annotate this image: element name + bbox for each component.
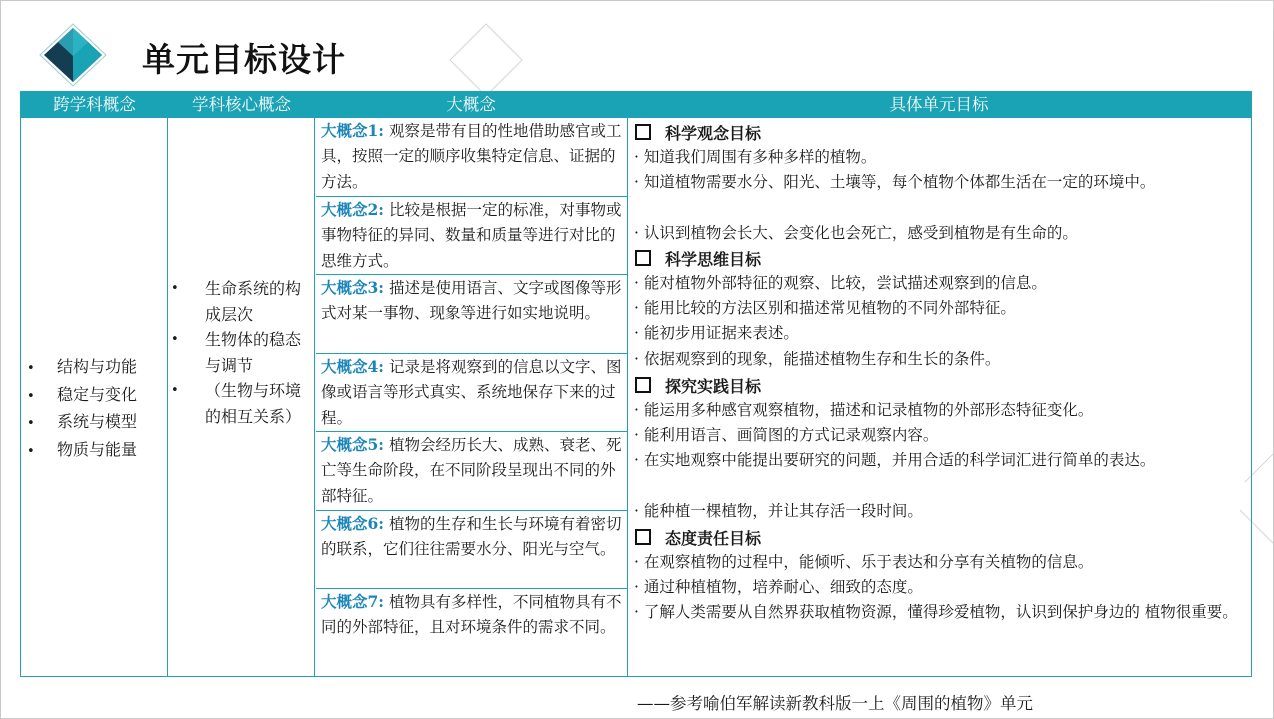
- objective-item: · 通过种植植物，培养耐心、细致的态度。: [634, 578, 923, 596]
- column-header-cross-concepts: 跨学科概念: [53, 95, 136, 114]
- big-ideas-column: [316, 118, 627, 676]
- list-item: • 生命系统的构成层次: [171, 279, 302, 324]
- objective-item: · 能用比较的方法区别和描述常见植物的不同外部特征。: [634, 299, 1016, 317]
- objective-item: · 了解人类需要从自然界获取植物资源，懂得珍爱植物，认识到保护身边的 植物很重要。: [634, 603, 1238, 621]
- big-idea-cell: 大概念5: 植物会经历长大、成熟、衰老、死亡等生命阶段，在不同阶段呈现出不同的外部特征。: [316, 431, 627, 510]
- column-divider: [627, 118, 628, 676]
- objective-section-title: 探究实践目标: [635, 374, 761, 397]
- big-idea-cell: 大概念6: 植物的生存和生长与环境有着密切的联系，它们往往需要水分、阳光与空气。: [316, 510, 627, 588]
- list-item: • （生物与环境的相互关系）: [171, 381, 302, 426]
- checkbox-square-icon: [635, 377, 651, 393]
- column-divider: [314, 118, 315, 676]
- column-header-core-concepts: 学科核心概念: [192, 95, 291, 114]
- unit-objectives-cell: [629, 118, 1251, 676]
- column-divider: [167, 118, 168, 676]
- big-idea-cell: 大概念4: 记录是将观察到的信息以文字、图像或语言等形式真实、系统地保存下来的过程。: [316, 353, 627, 431]
- core-concepts-list: [171, 276, 310, 429]
- core-concepts-cell: [171, 118, 313, 676]
- checkbox-square-icon: [635, 124, 651, 140]
- big-idea-cell: 大概念2: 比较是根据一定的标准，对事物或事物特征的异同、数量和质量等进行对比的思维方式。: [316, 196, 627, 274]
- list-item: • 稳定与变化: [27, 384, 138, 404]
- column-header-big-ideas: 大概念: [446, 95, 496, 114]
- objective-item: · 依据观察到的现象，能描述植物生存和生长的条件。: [634, 350, 1001, 368]
- objective-item: · 能运用多种感官观察植物，描述和记录植物的外部形态特征变化。: [634, 401, 1094, 419]
- big-idea-cell: 大概念1: 观察是带有目的性地借助感官或工具，按照一定的顺序收集特定信息、证据的方法。: [321, 121, 622, 191]
- checkbox-square-icon: [635, 250, 651, 266]
- cross-concepts-cell: [21, 118, 166, 676]
- objective-item: · 能利用语言、画简图的方式记录观察内容。: [634, 426, 939, 444]
- objective-item: · 能种植一棵植物，并让其存活一段时间。: [634, 502, 923, 520]
- objective-item: · 在实地观察中能提出要研究的问题，并用合适的科学词汇进行简单的表达。: [634, 451, 1156, 469]
- objective-item: · 能对植物外部特征的观察、比较，尝试描述观察到的信息。: [634, 274, 1047, 292]
- objective-item: · 知道植物需要水分、阳光、土壤等，每个植物个体都生活在一定的环境中。: [634, 173, 1156, 191]
- objective-item: · 认识到植物会长大、会变化也会死亡，感受到植物是有生命的。: [634, 224, 1078, 242]
- checkbox-square-icon: [635, 529, 651, 545]
- objective-section-title: 科学观念目标: [635, 121, 761, 144]
- cross-concepts-list: [27, 354, 137, 464]
- list-item: • 系统与模型: [27, 412, 138, 431]
- column-header-unit-objectives: 具体单元目标: [889, 95, 989, 114]
- list-item: • 生物体的稳态与调节: [171, 330, 302, 375]
- objective-item: · 知道我们周围有多种多样的植物。: [634, 148, 877, 166]
- list-item: • 结构与功能: [27, 357, 138, 376]
- list-item: • 物质与能量: [27, 439, 138, 459]
- big-idea-cell: 大概念3: 描述是使用语言、文字或图像等形式对某一事物、现象等进行如实地说明。: [316, 274, 627, 353]
- diamond-logo-icon: [38, 22, 108, 88]
- objective-section-title: 科学思维目标: [635, 247, 761, 270]
- objective-item: · 能初步用证据来表述。: [634, 324, 799, 342]
- big-idea-cell: 大概念7: 植物具有多样性，不同植物具有不同的外部特征，且对环境条件的需求不同。: [316, 588, 627, 677]
- objective-item: · 在观察植物的过程中，能倾听、乐于表达和分享有关植物的信息。: [634, 553, 1094, 571]
- reference-citation: ——参考喻伯军解读新教科版一上《周围的植物》单元: [637, 694, 1033, 713]
- table-header-row: [21, 92, 1251, 118]
- objective-section-title: 态度责任目标: [635, 526, 761, 549]
- unit-goal-table: [20, 91, 1252, 677]
- page-title: 单元目标设计: [142, 40, 346, 79]
